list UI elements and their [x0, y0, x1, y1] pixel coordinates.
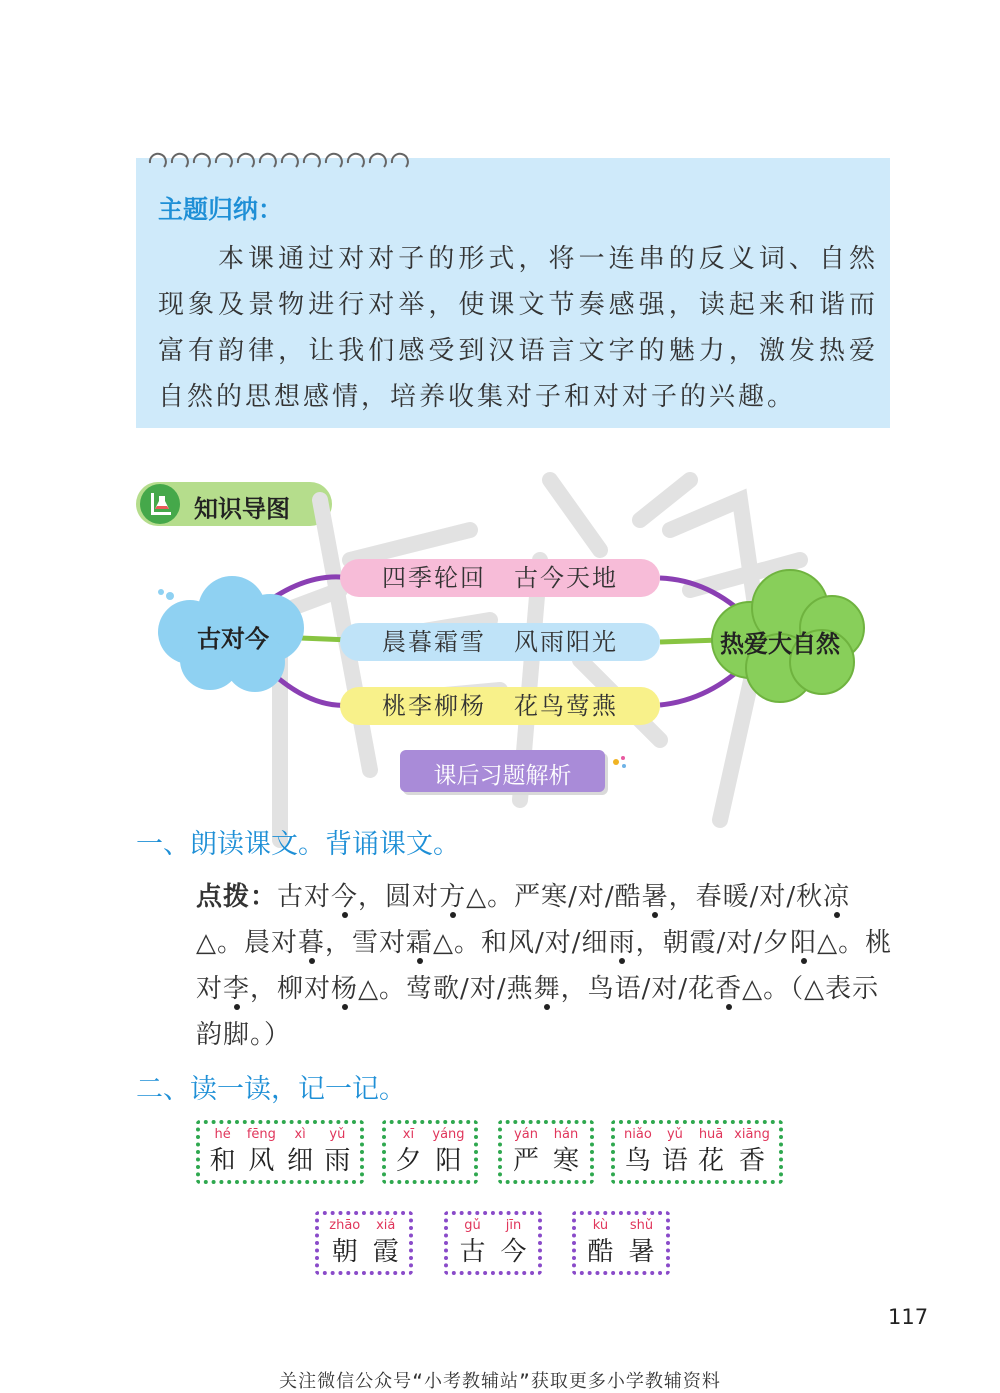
question-2-heading: 二、读一读，记一记。 — [136, 1074, 406, 1105]
word-card: kù 酷 shǔ 暑 — [572, 1211, 670, 1275]
spiral-binding-decoration — [140, 145, 420, 175]
knowledge-map-title: 知识导图 — [194, 495, 290, 523]
exercise-badge-label: 课后习题解析 — [433, 763, 572, 789]
word-card: gǔ 古 jīn 今 — [444, 1211, 542, 1275]
page-number: 117 — [888, 1305, 929, 1329]
right-node-label: 热爱大自然 — [720, 630, 840, 658]
word-card: yán 严 hán 寒 — [498, 1120, 594, 1184]
branch-pill-3: 桃李柳杨 花鸟莺燕 — [340, 687, 660, 725]
word-card: niǎo 鸟 yǔ 语 huā 花 xiāng 香 — [611, 1120, 783, 1184]
footer-note: 关注微信公众号“小考教辅站”获取更多小学教辅资料 — [279, 1371, 721, 1392]
branch-pill-1: 四季轮回 古今天地 — [340, 559, 660, 597]
word-card: hé 和 fēng 风 xì 细 yǔ 雨 — [196, 1120, 364, 1184]
left-node-label: 古对今 — [197, 625, 269, 653]
branch-pill-2: 晨暮霜雪 风雨阳光 — [340, 623, 660, 661]
sparkle-decoration — [608, 752, 628, 772]
word-card: zhāo 朝 xiá 霞 — [315, 1211, 413, 1275]
question-1-heading: 一、朗读课文。背诵课文。 — [136, 829, 460, 860]
flask-icon — [140, 484, 180, 524]
summary-title: 主题归纳： — [158, 195, 284, 224]
summary-text: 本课通过对对子的形式，将一连串的反义词、自然现象及景物进行对举，使课文节奏感强，读起来和谐而富有韵律，让我们感受到汉语言文字的魅力，激发热爱自然的思想感情，培养收集对子和对对子的兴趣。 — [158, 244, 878, 412]
question-1-hint: 点拨：古对今，圆对方△。严寒/对/酷暑，春暖/对/秋凉△。晨对暮，雪对霜△。和风/对/细雨，朝霞/对/夕阳△。桃对李，柳对杨△。莺歌/对/燕舞，鸟语/对/花香△。（△表示韵脚。） — [196, 882, 893, 1050]
word-card: xī 夕 yáng 阳 — [382, 1120, 478, 1184]
